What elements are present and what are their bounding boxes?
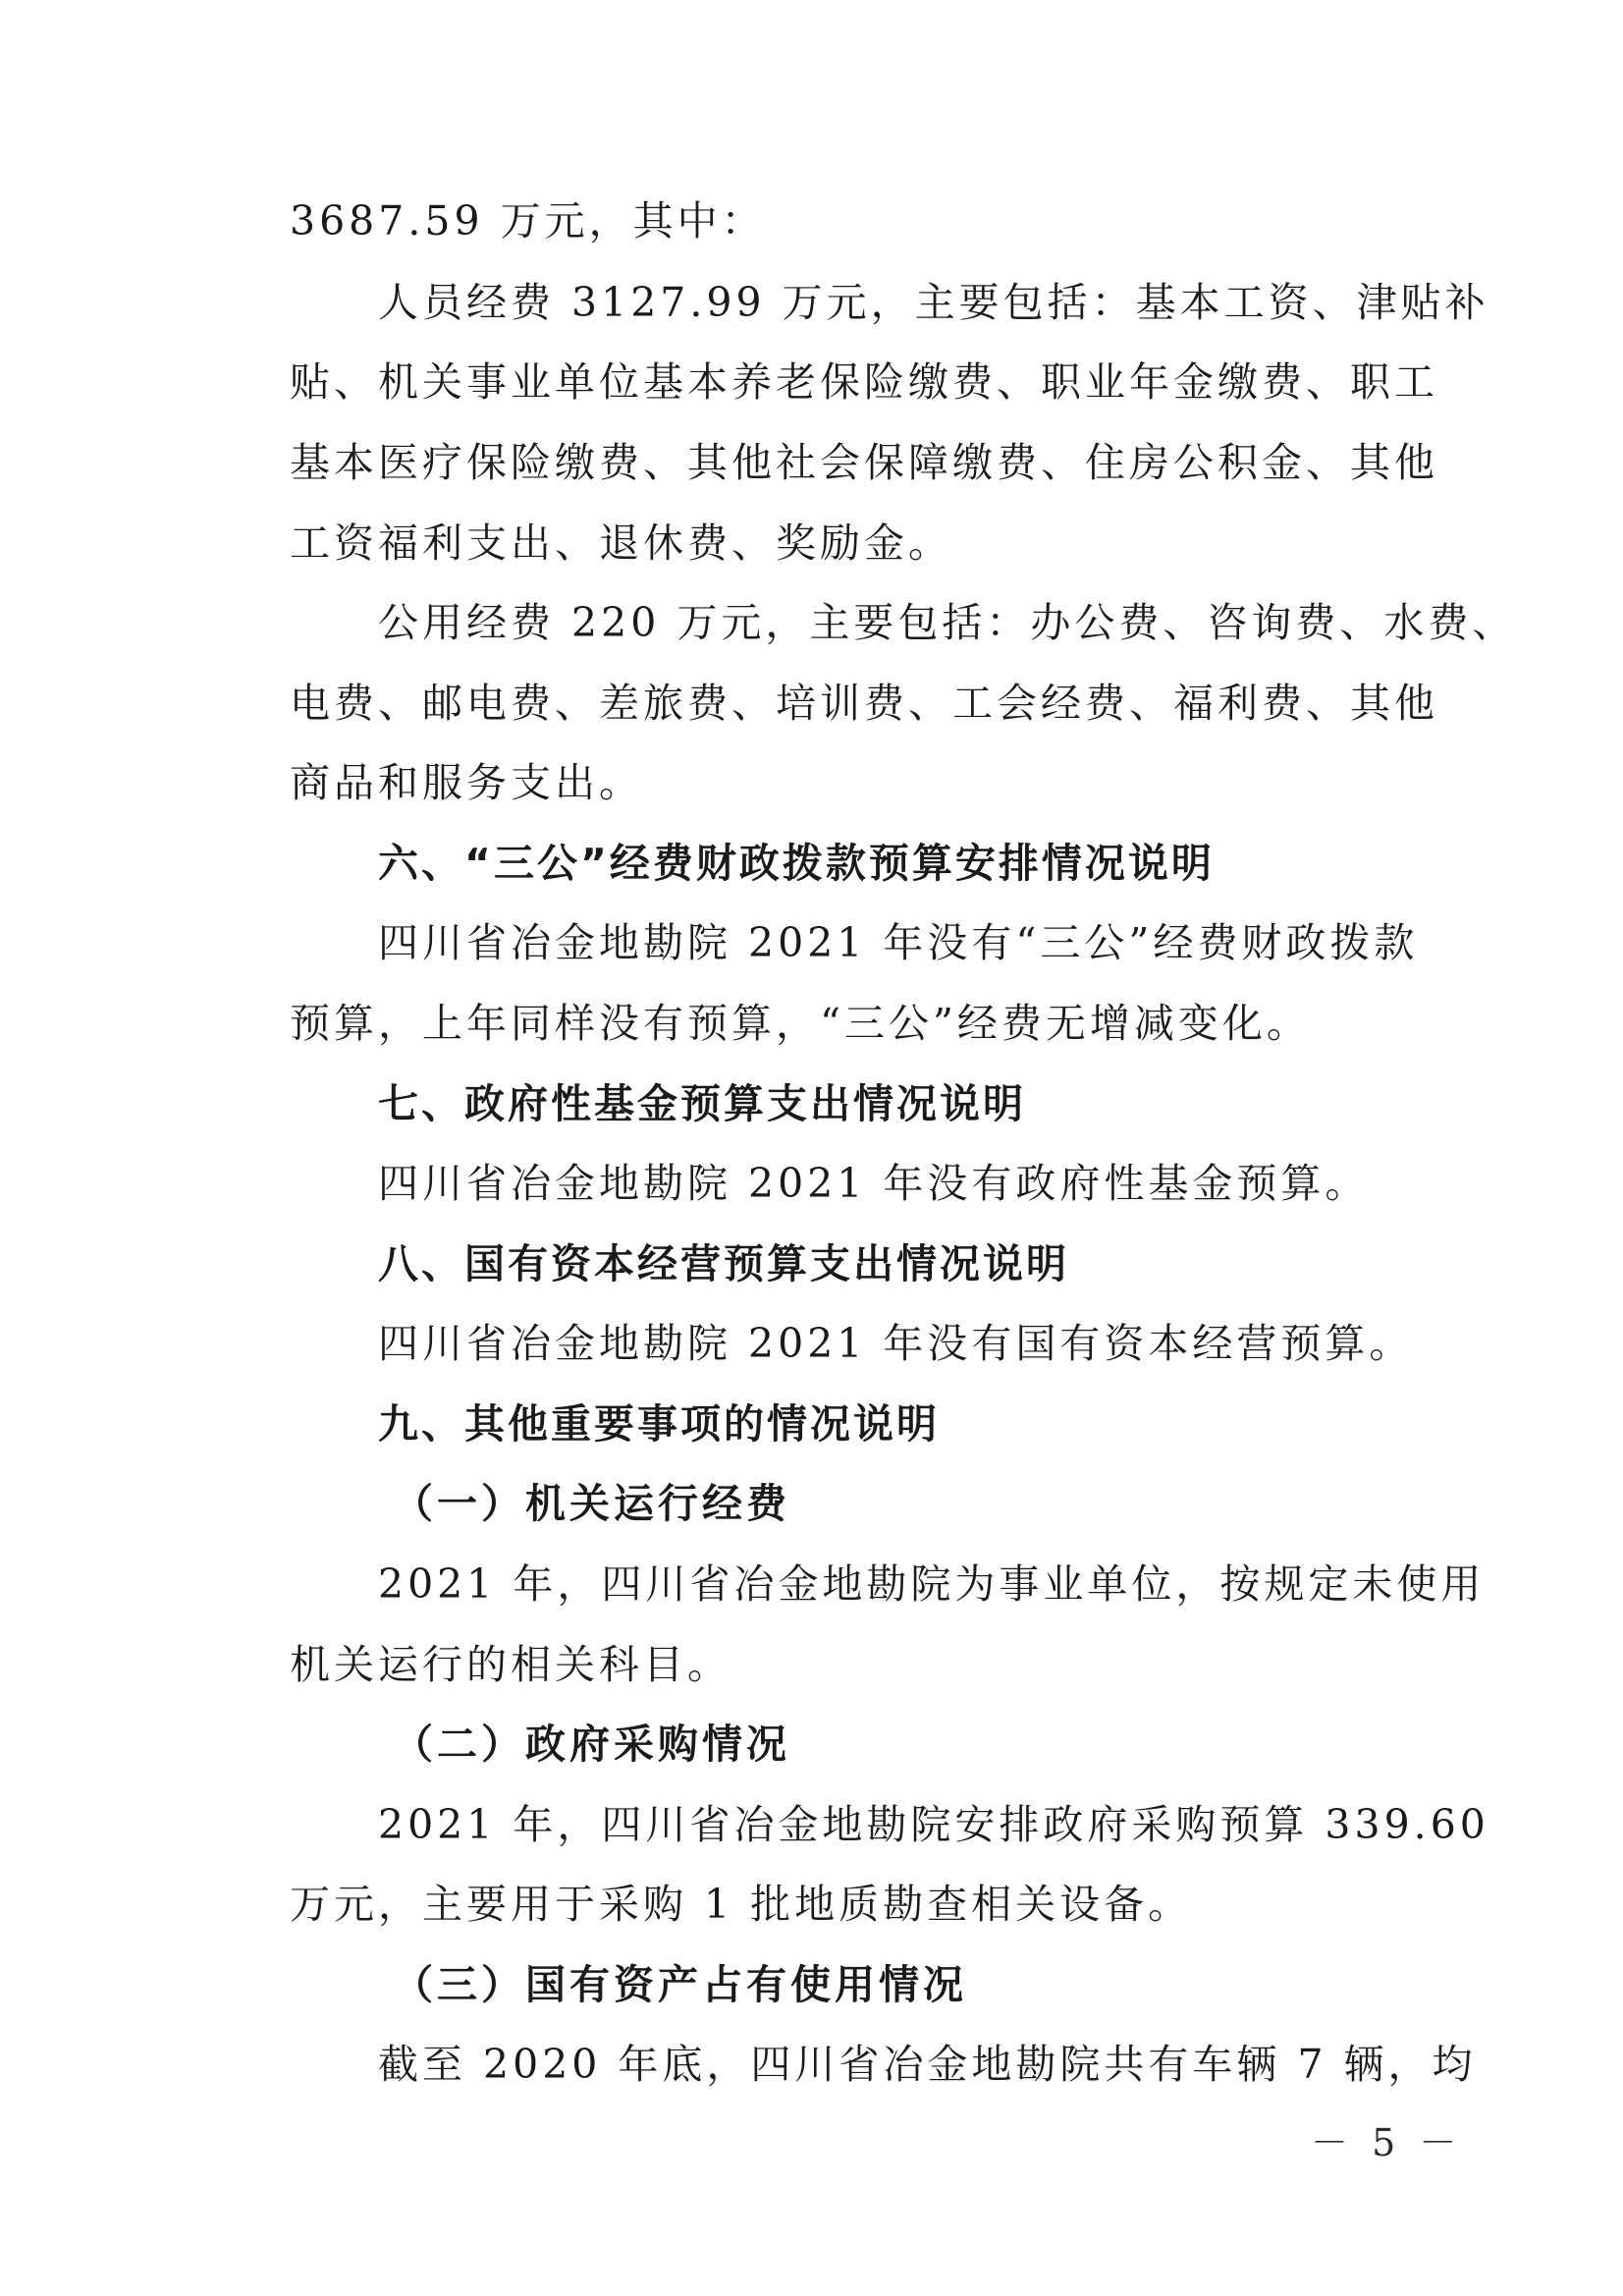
body-text-line: 四川省冶金地勘院 2021 年没有“三公”经费财政拨款 (378, 919, 1419, 966)
body-text-line: 电费、邮电费、差旅费、培训费、工会经费、福利费、其他 (290, 680, 1438, 727)
body-text-line: 2021 年，四川省冶金地勘院安排政府采购预算 339.60 (378, 1801, 1489, 1848)
section-heading: 六、“三公”经费财政拨款预算安排情况说明 (378, 840, 1215, 887)
subsection-heading: （三）国有资产占有使用情况 (393, 1961, 967, 2008)
body-text-line: 机关运行的相关科目。 (290, 1641, 731, 1688)
body-text-line: 万元，主要用于采购 1 批地质勘查相关设备。 (290, 1881, 1193, 1928)
body-text-line: 基本医疗保险缴费、其他社会保障缴费、住房公积金、其他 (290, 439, 1438, 486)
body-text-line: 四川省冶金地勘院 2021 年没有政府性基金预算。 (378, 1160, 1370, 1207)
body-text-line: 截至 2020 年底，四川省冶金地勘院共有车辆 7 辆，均 (378, 2041, 1477, 2088)
page-number: － 5 － (1311, 2121, 1463, 2164)
body-text-line: 人员经费 3127.99 万元，主要包括：基本工资、津贴补 (378, 279, 1489, 326)
body-text-line: 工资福利支出、退休费、奖励金。 (290, 519, 952, 567)
body-text-line: 2021 年，四川省冶金地勘院为事业单位，按规定未使用 (378, 1560, 1486, 1608)
subsection-heading: （二）政府采购情况 (393, 1721, 790, 1768)
body-text-line: 四川省冶金地勘院 2021 年没有国有资本经营预算。 (378, 1320, 1414, 1367)
subsection-heading: （一）机关运行经费 (393, 1480, 790, 1527)
body-text-line: 商品和服务支出。 (290, 759, 643, 806)
body-text-line: 3687.59 万元，其中： (290, 197, 766, 245)
section-heading: 九、其他重要事项的情况说明 (378, 1400, 940, 1448)
body-text-line: 预算，上年同样没有预算，“三公”经费无增减变化。 (290, 1000, 1311, 1047)
section-heading: 八、国有资本经营预算支出情况说明 (378, 1240, 1069, 1287)
body-text-line: 公用经费 220 万元，主要包括：办公费、咨询费、水费、 (378, 599, 1517, 646)
section-heading: 七、政府性基金预算支出情况说明 (378, 1080, 1026, 1127)
body-text-line: 贴、机关事业单位基本养老保险缴费、职业年金缴费、职工 (290, 358, 1438, 406)
